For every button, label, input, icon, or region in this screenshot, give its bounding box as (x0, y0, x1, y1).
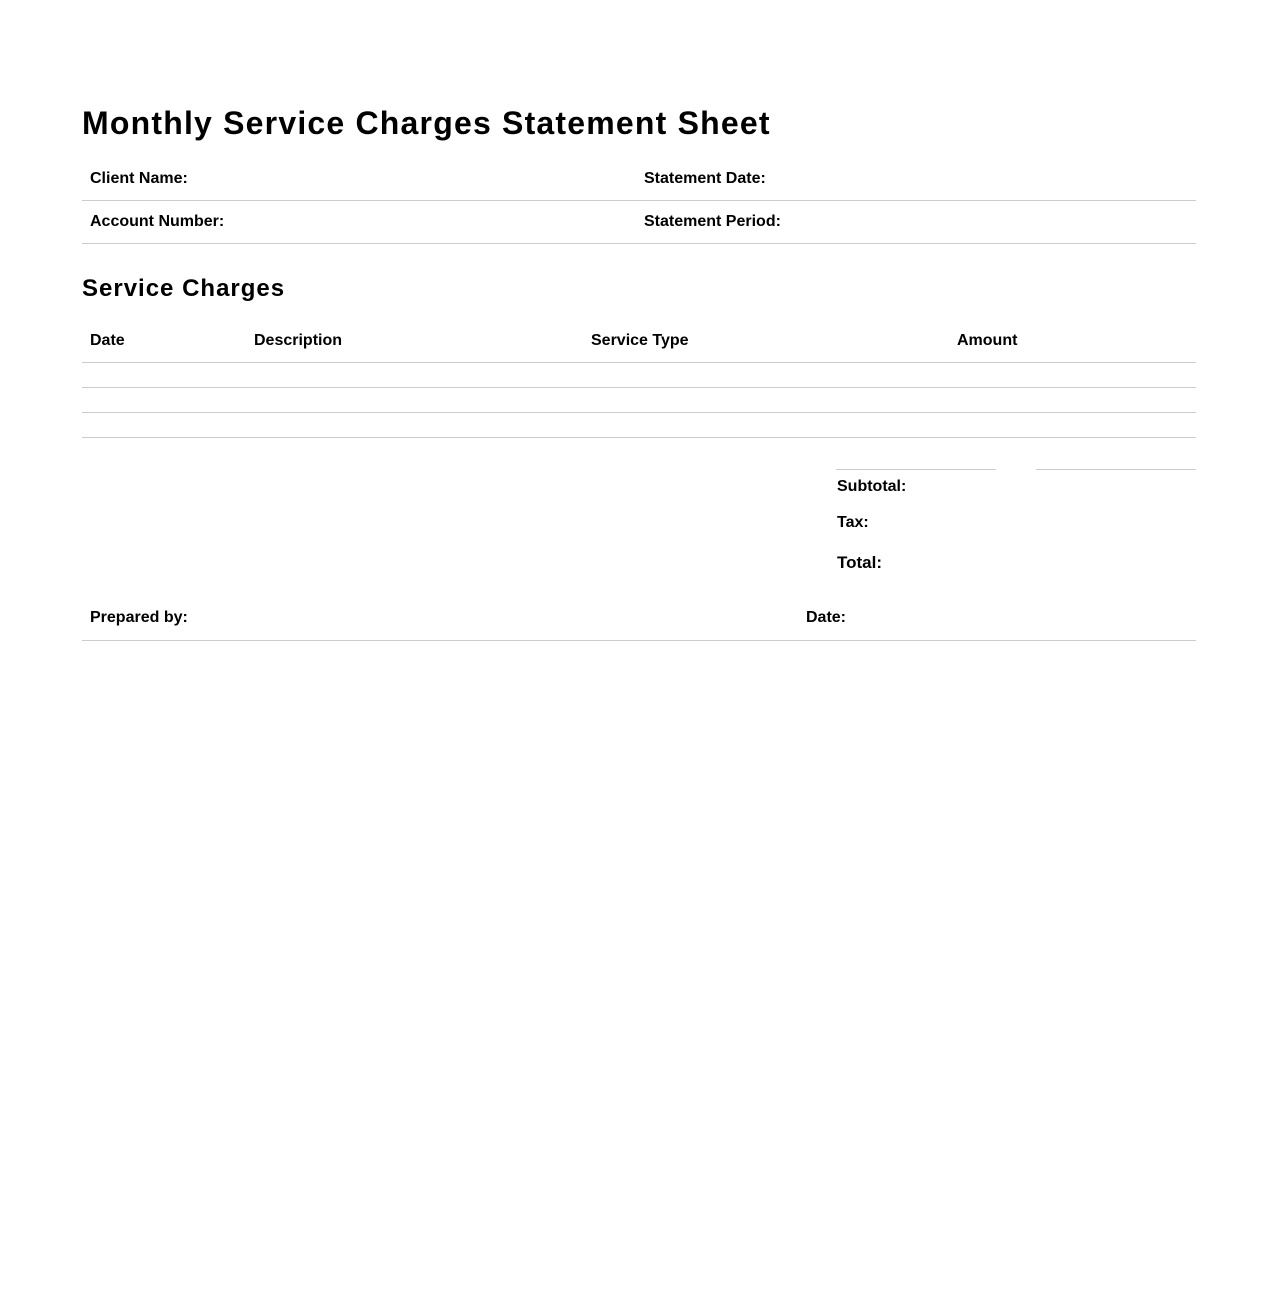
info-row-client (82, 157, 1196, 201)
charges-table-header (82, 320, 1196, 363)
table-row[interactable] (82, 413, 1196, 438)
section-heading-service-charges: Service Charges (82, 275, 286, 302)
page-title: Monthly Service Charges Statement Sheet (82, 105, 771, 141)
total-label: Total: (837, 553, 883, 572)
client-name-label: Client Name: (90, 170, 188, 187)
statement-date-label: Statement Date: (644, 170, 766, 187)
table-row[interactable] (82, 363, 1196, 388)
info-row-account (82, 200, 1196, 244)
account-number-label: Account Number: (90, 213, 225, 230)
footer-date-label: Date: (806, 609, 847, 626)
signature-footer (82, 597, 1196, 641)
column-header-description: Description (254, 332, 343, 349)
subtotal-label: Subtotal: (837, 478, 907, 495)
tax-label: Tax: (837, 514, 869, 531)
totals-divider-right (1036, 469, 1196, 470)
totals-divider-left (836, 469, 996, 470)
column-header-date: Date (90, 332, 125, 349)
column-header-service-type: Service Type (591, 332, 689, 349)
column-header-amount: Amount (957, 332, 1018, 349)
statement-period-label: Statement Period: (644, 213, 781, 230)
prepared-by-label: Prepared by: (90, 609, 188, 626)
table-row[interactable] (82, 388, 1196, 413)
